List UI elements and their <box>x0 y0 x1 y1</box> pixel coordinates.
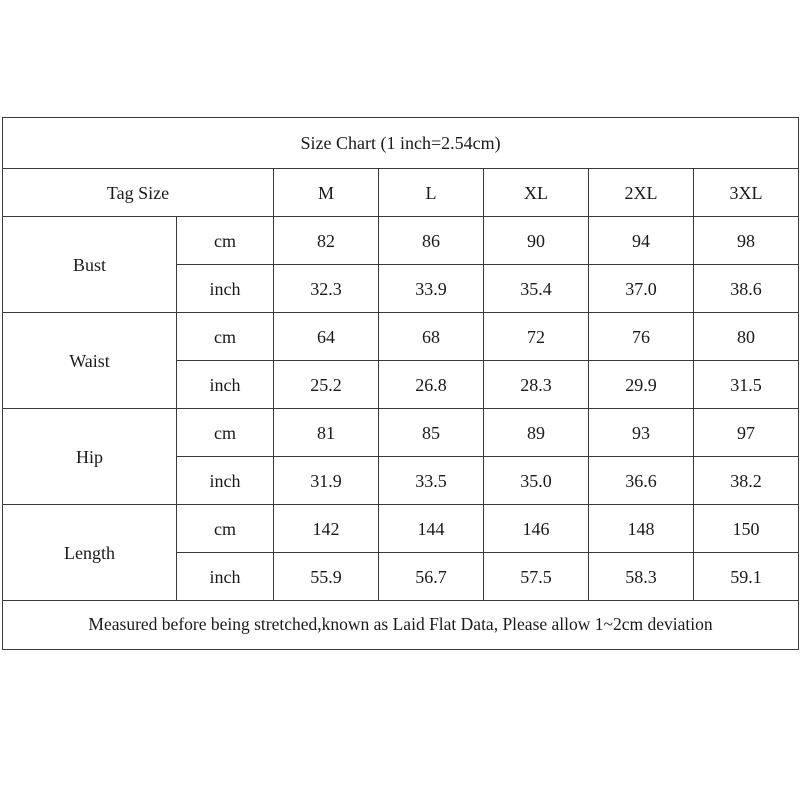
unit-label-inch: inch <box>177 265 274 313</box>
table-cell: 58.3 <box>589 553 694 601</box>
size-header-2xl: 2XL <box>589 169 694 217</box>
bust-cm-row <box>3 217 799 265</box>
table-cell: 72 <box>484 313 589 361</box>
table-cell: 76 <box>589 313 694 361</box>
size-header-m: M <box>274 169 379 217</box>
table-cell: 82 <box>274 217 379 265</box>
table-cell: 29.9 <box>589 361 694 409</box>
measure-label-bust: Bust <box>3 217 177 313</box>
table-cell: 26.8 <box>379 361 484 409</box>
table-cell: 31.9 <box>274 457 379 505</box>
table-cell: 56.7 <box>379 553 484 601</box>
table-cell: 33.5 <box>379 457 484 505</box>
size-chart-table <box>2 117 799 650</box>
table-cell: 98 <box>694 217 799 265</box>
table-cell: 28.3 <box>484 361 589 409</box>
table-cell: 146 <box>484 505 589 553</box>
measure-label-length: Length <box>3 505 177 601</box>
table-cell: 38.2 <box>694 457 799 505</box>
table-cell: 142 <box>274 505 379 553</box>
table-cell: 33.9 <box>379 265 484 313</box>
table-cell: 94 <box>589 217 694 265</box>
table-cell: 64 <box>274 313 379 361</box>
table-cell: 89 <box>484 409 589 457</box>
footer-note: Measured before being stretched,known as Laid Flat Data, Please allow 1~2cm deviation <box>3 601 799 650</box>
table-cell: 85 <box>379 409 484 457</box>
length-cm-row <box>3 505 799 553</box>
size-header-3xl: 3XL <box>694 169 799 217</box>
table-cell: 31.5 <box>694 361 799 409</box>
table-cell: 35.4 <box>484 265 589 313</box>
tag-size-label: Tag Size <box>3 169 274 217</box>
unit-label-cm: cm <box>177 409 274 457</box>
table-cell: 38.6 <box>694 265 799 313</box>
footer-row <box>3 601 799 650</box>
unit-label-cm: cm <box>177 313 274 361</box>
table-cell: 59.1 <box>694 553 799 601</box>
unit-label-cm: cm <box>177 217 274 265</box>
unit-label-inch: inch <box>177 553 274 601</box>
table-cell: 150 <box>694 505 799 553</box>
table-cell: 25.2 <box>274 361 379 409</box>
table-cell: 90 <box>484 217 589 265</box>
hip-cm-row <box>3 409 799 457</box>
measure-label-waist: Waist <box>3 313 177 409</box>
table-cell: 68 <box>379 313 484 361</box>
table-cell: 80 <box>694 313 799 361</box>
table-cell: 37.0 <box>589 265 694 313</box>
table-cell: 86 <box>379 217 484 265</box>
size-header-xl: XL <box>484 169 589 217</box>
table-cell: 93 <box>589 409 694 457</box>
table-cell: 148 <box>589 505 694 553</box>
chart-title: Size Chart (1 inch=2.54cm) <box>3 118 799 169</box>
table-cell: 35.0 <box>484 457 589 505</box>
table-cell: 32.3 <box>274 265 379 313</box>
table-cell: 57.5 <box>484 553 589 601</box>
unit-label-cm: cm <box>177 505 274 553</box>
size-header-l: L <box>379 169 484 217</box>
table-cell: 55.9 <box>274 553 379 601</box>
unit-label-inch: inch <box>177 361 274 409</box>
table-cell: 36.6 <box>589 457 694 505</box>
title-row <box>3 118 799 169</box>
table-cell: 144 <box>379 505 484 553</box>
table-cell: 97 <box>694 409 799 457</box>
waist-cm-row <box>3 313 799 361</box>
header-row <box>3 169 799 217</box>
measure-label-hip: Hip <box>3 409 177 505</box>
table-cell: 81 <box>274 409 379 457</box>
unit-label-inch: inch <box>177 457 274 505</box>
